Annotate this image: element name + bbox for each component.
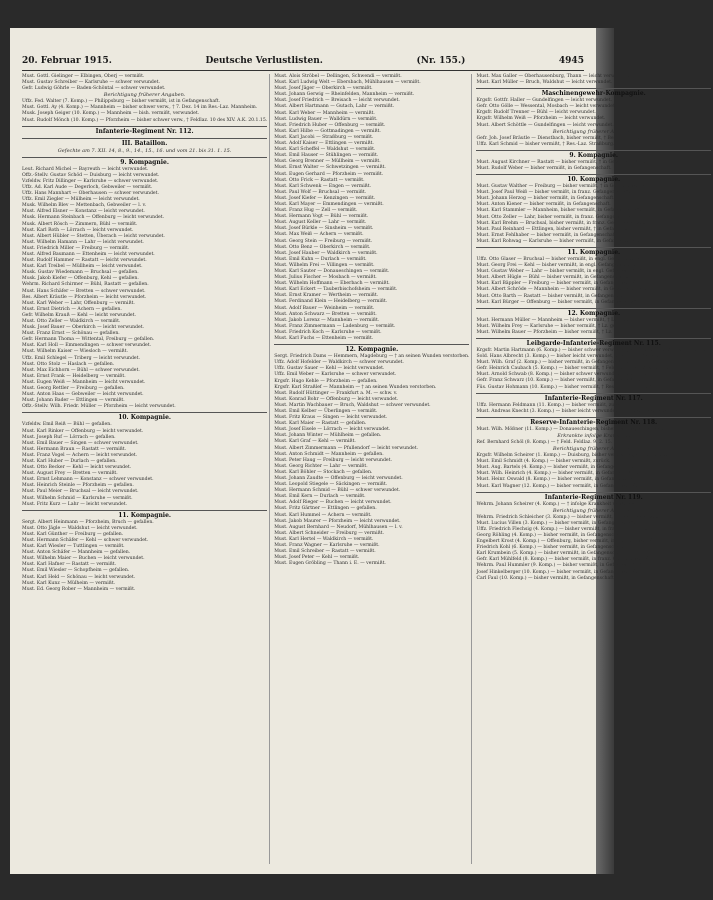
casualty-entry: Must. Franz Ernst — Schönau — gefallen. xyxy=(22,331,120,337)
casualty-entry: Must. Karl Sauter — Donaueschingen — vermißt. xyxy=(274,269,390,274)
casualty-entry: Carl Faul (10. Komp.) — bisher vermißt, in Gefangenschaft. xyxy=(476,575,616,581)
casualty-entry: Musk. Joseph Geiger (10. Komp.) — Mannheim — bish. vermißt, verwundet. xyxy=(22,111,200,117)
casualty-entry: Wehrm. Friedrich Schleicher (3. Komp.) — bisher vermißt, in Gefangenschaft. xyxy=(476,514,659,520)
casualty-entry: Must. Anton Kiener — bisher vermißt, in Gefangenschaft. xyxy=(476,202,611,208)
casualty-entry: Must. Wilhelm Bauer — Pforzheim — bisher vermißt, † Lz. gef. xyxy=(476,329,623,335)
casualty-entry: Must. Emil Kern — Durlach — vermißt. xyxy=(274,494,366,500)
casualty-entry: Must. Heinr. Oswald (8. Komp.) — bisher vermißt, in Gefangenschaft. xyxy=(476,477,639,483)
casualty-entry: Krgsfr. Wilhelm Scheirer (1. Komp.) — Duisburg, bisher verwundet, in Gefangenschaft. xyxy=(476,453,680,459)
casualty-entry: Must. August Frey — Bretten — vermißt. xyxy=(22,471,118,477)
casualty-entry: Must. Karl Mayer — Emmendingen — vermißt. xyxy=(274,201,384,207)
casualty-entry: Must. Anton Haas — Gebweiler — leicht verwundet. xyxy=(22,392,144,398)
casualty-entry: Must. Georg Rettler — Freiburg — gefallen. xyxy=(22,386,125,392)
casualty-entry: Musk. Hermann Steinbach — Offenburg — leicht verwundet. xyxy=(22,215,165,221)
casualty-entry: Must. Franz Wagner — Karlsruhe — vermißt. xyxy=(274,543,380,549)
casualty-entry: Must. Friedrich Huber — Offenburg — vermißt. xyxy=(274,122,386,128)
casualty-entry: Wehrm. Paul Hummler (9. Komp.) — bisher vermißt, in Gefangenschaft. xyxy=(476,563,644,569)
casualty-entry: Must. Paul Reinhard — Ettlingen, bisher vermißt, † in Gefangenschaft. xyxy=(476,226,642,232)
subheading: Gefechte am 7. XII. 14, 8., 9., 14., 15., 16. und vom 21. bis 31. 1. 15. xyxy=(57,147,232,154)
casualty-entry: Must. Karl Fuchs — Ettenheim — vermißt. xyxy=(274,336,374,342)
casualty-entry: Must. Karl Hilbe — Gottmadingen — vermißt. xyxy=(274,128,381,134)
casualty-entry: Must. Georg Frei — Kehl — bisher vermißt, in engl. Gefangenschaft. xyxy=(476,263,637,269)
casualty-entry: Must. Karl Hafner — Rastatt — vermißt. xyxy=(22,562,117,568)
casualty-entry: Must. Karl Maier — Rastatt — gefallen. xyxy=(274,421,367,427)
casualty-entry: Must. Karl Eckert — Tauberbischofsheim — vermißt. xyxy=(274,287,398,293)
casualty-entry: Must. Martin Wachbauer — Bruch, Waldshut — schwer verwundet. xyxy=(274,402,431,408)
casualty-entry: Must. Josef Friedrich — Breisach — leicht verwundet. xyxy=(274,98,400,104)
casualty-entry: Musk. Wilhelm Blev — Mettenbach, Gebweiler — l. v. xyxy=(22,203,147,209)
section-heading: Maschinengewehr-Kompagnie. xyxy=(476,88,711,98)
subheading: Berichtigung früherer Angaben. xyxy=(552,507,635,514)
casualty-entry: Must. Karl Stammler — Mannheim, bisher vermißt, in Gefangenschaft. xyxy=(476,208,642,214)
casualty-entry: Wehrm. Johann Scheirer (4. Komp.) — † infolge Krankheit verstorben. xyxy=(476,501,640,507)
casualty-entry: Must. Ed. Georg Rober — Mannheim — vermißt. xyxy=(22,586,136,592)
casualty-entry: Must. Josef Jäger — Oberkirch — vermißt. xyxy=(274,86,373,92)
subheading: Berichtigung früherer Angaben. xyxy=(552,446,635,453)
casualty-entry: Offz.-Stellv. Gustav Schöd — Duisburg — leicht verwundet. xyxy=(22,172,160,178)
casualty-entry: Must. Johann Herzog — bisher vermißt, in Gefangenschaft. xyxy=(476,196,615,202)
casualty-entry: Musk. Josef Bauer — Oberkirch — leicht verwundet. xyxy=(22,325,145,331)
casualty-entry: Füs. Gustav Hohmann (10. Komp.) — bisher vermißt, † Res.-Laz. 10. 11. 14. xyxy=(476,384,653,390)
casualty-entry: Must. Rudolf Hüttinger — Frankfurt a. M. — schw. v. xyxy=(274,390,398,396)
casualty-entry: Must. Eugen Weiß — Mannheim — leicht verwundet. xyxy=(22,379,146,385)
casualty-entry: Must. Wilhelm Frey — Karlsruhe — bisher vermißt, † Lz. gef. xyxy=(476,323,619,329)
casualty-entry: Must. Karl Rohwag — Karlsruhe — bisher vermißt, in Gefangenschaft. xyxy=(476,238,641,244)
casualty-entry: Must. Karl Weber — Mannheim — vermißt. xyxy=(274,110,375,116)
casualty-entry: Must. Hermann Müller — Mannheim — bisher vermißt, † Lz. gef. xyxy=(476,317,629,323)
casualty-entry: Must. Franz Zimmermann — Ladenburg — vermißt. xyxy=(274,323,396,329)
casualty-entry: Must. Anton Schmidt — Mannheim — gefallen. xyxy=(274,451,384,457)
casualty-entry: Must. Otto Frick — Rastatt — vermißt. xyxy=(274,177,365,183)
casualty-entry: Must. Georg Richter — Lahr — vermißt. xyxy=(274,463,368,469)
casualty-entry: Offz.-Stellv. Wilh. Friedr. Müller — Pforzheim — leicht verwundet. xyxy=(22,404,176,410)
casualty-entry: Sergt. Friedrich Dams — Hemmern, Magdeburg — † an seinen Wunden verstorben. xyxy=(274,354,470,360)
casualty-entry: Must. Johann Gerwig — Rheinfelden, Mannheim — vermißt. xyxy=(274,92,415,98)
casualty-entry: Must. Julius Fischer — Mosbach — vermißt. xyxy=(274,275,377,281)
casualty-entry: Must. Franz Vogel — Achern — leicht verwundet. xyxy=(22,452,138,458)
casualty-entry: Must. Ludwig Bauer — Walldürn — vermißt. xyxy=(274,116,378,122)
section-heading: 12. Kompagnie. xyxy=(274,344,469,354)
casualty-entry: Must. Gottl. Ay (4. Komp.) — Mannheim — bisher schwer verw., † 7. Dez. 14 im Res.-Laz. Mannheim. xyxy=(22,105,258,111)
casualty-entry: Must. Otto Stolz — Haslach — gefallen. xyxy=(22,361,115,367)
section-heading: Infanterie-Regiment Nr. 112. xyxy=(22,126,267,136)
casualty-entry: Gefr. Ludwig Göhrle — Baden-Schöntal — schwer verwundet. xyxy=(22,86,166,92)
casualty-entry: Must. Otto Barth — Rastatt — bisher vermißt, in Gefangenschaft. xyxy=(476,293,630,299)
casualty-entry: Must. August Keller — Lahr — vermißt. xyxy=(274,220,367,226)
subheading: Berichtigung früherer Angaben. xyxy=(552,128,635,135)
casualty-entry: Must. Hermann Schmid — Bühl — schwer verwundet. xyxy=(274,488,401,494)
casualty-entry: Musk. Albert Rösch — Zimmern, Bühl — vermißt. xyxy=(22,221,138,227)
casualty-entry: Must. Karl Weber — Lahr, Offenburg — vermißt. xyxy=(22,300,135,306)
casualty-entry: Must. Fritz Kurz — Lahr — leicht verwundet. xyxy=(22,501,128,507)
casualty-entry: Must. Johann Bader — Ettlingen — vermißt. xyxy=(22,398,125,404)
casualty-entry: Must. Eugen Gerhard — Pforzheim — vermißt. xyxy=(274,171,384,177)
section-heading: Reserve-Infanterie-Regiment Nr. 118. xyxy=(476,417,711,427)
casualty-entry: Must. Karl Brehm — Bruchsal, bisher vermißt, in franz. Gefangenschaft. xyxy=(476,220,646,226)
casualty-entry: Uffz. Hermann Feldmann (11. Komp.) — bisher vermißt, zurück. xyxy=(476,402,627,408)
casualty-entry: Leut. Richard Michel — Bayreuth — leicht verwundet. xyxy=(22,166,149,172)
casualty-entry: Must. Rudolf Weber — bisher vermißt, in Gefangenschaft. xyxy=(476,165,612,171)
casualty-entry: Must. Joseph Ruf — Lörrach — gefallen. xyxy=(22,434,116,440)
casualty-entry: Must. Gottl. Gielinger — Elbingen, Oberj — vermißt. xyxy=(22,74,145,79)
casualty-entry: Must. Josef Peter — Kehl — vermißt. xyxy=(274,555,360,561)
casualty-entry: Must. Wilhelm Schmid — Karlsruhe — vermißt. xyxy=(22,495,133,501)
casualty-entry: Must. Arnold Schwab (8. Komp.) — bisher schwer verwundet, gestorben. xyxy=(476,372,647,378)
casualty-entry: Must. Karl Böhler — Stockach — gefallen. xyxy=(274,469,373,475)
casualty-entry: Must. Karl Treibel — Müllheim — leicht verwundet. xyxy=(22,264,143,270)
casualty-entry: Must. Lucius Villen (3. Komp.) — bisher vermißt, in Gefangenschaft. xyxy=(476,520,636,526)
casualty-entry: Gefr. Joh. Josef Bräutle — Dienstbach, bisher vermißt, † Berlau 12. 12. 14. xyxy=(476,135,650,141)
casualty-entry: Josef Hinkelberger (10. Komp.) — bisher vermißt, in Gefangenschaft. xyxy=(476,569,638,575)
casualty-entry: Must. Jakob Lorenz — Mannheim — vermißt. xyxy=(274,317,380,323)
casualty-entry: Must. Fritz Kraus — Singen — leicht verwundet. xyxy=(274,415,388,421)
casualty-entry: Must. Ernst Frank — Heidelberg — vermißt. xyxy=(22,373,126,379)
casualty-entry: Must. Alfred Elsner — Konstanz — leicht verwundet. xyxy=(22,209,145,215)
casualty-entry: Must. Wilhelm Kaiser — Wiesloch — vermißt. xyxy=(22,349,128,355)
casualty-entry: Must. Wilhelm Hoffmann — Eberbach — vermißt. xyxy=(274,281,390,287)
header-divider xyxy=(22,70,584,71)
casualty-entry: Gefr. Wilhelm Krauß — Kehl — leicht verwundet. xyxy=(22,312,136,318)
casualty-entry: Must. Wilhelm Maier — Buchen — leicht verwundet. xyxy=(22,556,145,562)
casualty-entry: Must. Adolf Bauer — Weinheim — vermißt. xyxy=(274,305,375,311)
header-page-number: 4945 xyxy=(558,56,584,66)
page-header xyxy=(22,54,584,68)
casualty-entry: Uffz. Adolf Hofelder — Waldkirch — schwer verwundet. xyxy=(274,360,404,366)
casualty-entry: Must. Max Galler — Oberhausenburg, Thann — leicht verwundet. xyxy=(476,74,630,79)
casualty-entry: Gefr. Karl Mühlfeld (8. Komp.) — bisher vermißt, in franz. Gefangenschaft. xyxy=(476,557,651,563)
casualty-entry: Must. Johann Winter — Mühlheim — gefallen. xyxy=(274,433,382,439)
casualty-entry: Must. Hermann Braun — Rastatt — vermißt. xyxy=(22,446,127,452)
casualty-entry: Must. Johann Zaudte — Offenburg — leicht verwundet. xyxy=(274,476,403,481)
casualty-entry: Must. Emil Schreiber — Rastatt — vermißt. xyxy=(274,549,376,555)
casualty-entry: Krgsfr. Rudolf Trenner — Bühl — leicht verwundet. xyxy=(476,110,596,116)
casualty-entry: Must. Josef Bürkle — Sinsheim — vermißt. xyxy=(274,226,374,232)
casualty-entry: Must. Konrad Bohr — Offenburg — leicht verwundet. xyxy=(274,396,399,402)
casualty-entry: Must. Wilhelm Hamann — Lahr — leicht verwundet. xyxy=(22,239,144,245)
casualty-entry: Krgsfr. Gottfr. Haller — Gundelfingen — leicht verwundet. xyxy=(476,98,612,104)
casualty-entry: Must. Wilh. Heinrich (4. Komp.) — bisher vermißt, in Gefangenschaft. xyxy=(476,471,640,477)
casualty-entry: Must. Adolf Rieger — Buchen — leicht verwundet. xyxy=(274,500,392,506)
casualty-entry: Must. Otto Jägle — Waldshut — leicht verwundet. xyxy=(22,525,138,531)
casualty-entry: Must. Josef Kiefer — Kenzingen — vermißt. xyxy=(274,195,376,201)
section-heading: 9. Kompagnie. xyxy=(476,150,711,160)
casualty-entry: Vzfeldw. Emil Reiß — Bühl — gefallen. xyxy=(22,422,112,428)
casualty-entry: Must. Paul Wolf — Bruchsal — vermißt. xyxy=(274,189,367,195)
casualty-entry: Must. Karl Scheffel — Waldshut — vermißt. xyxy=(274,147,376,153)
casualty-entry: Must. Anton Schwarz — Bretten — vermißt. xyxy=(274,311,377,317)
casualty-entry: Must. Georg Brenner — Müllheim — vermißt. xyxy=(274,159,381,165)
column-2 xyxy=(274,74,472,864)
casualty-entry: Must. Karl Jacobi — Straßburg — vermißt. xyxy=(274,134,374,140)
section-heading: Infanterie-Regiment Nr. 117. xyxy=(476,393,711,403)
casualty-entry: Must. Josef Eisele — Lörrach — leicht verwundet. xyxy=(274,427,391,433)
columns-container xyxy=(22,74,711,864)
casualty-entry: Uffz. Ad. Karl Aude — Degerloch, Gebweiler — vermißt. xyxy=(22,184,153,190)
section-heading: 10. Kompagnie. xyxy=(476,174,711,184)
column-1 xyxy=(22,74,270,864)
casualty-entry: Must. Albert Zimmermann — Pfullendorf — leicht verwundet. xyxy=(274,445,419,451)
casualty-entry: Uffz. Emil Schlegel — Triberg — leicht verwundet. xyxy=(22,355,140,361)
casualty-entry: Must. Paul Meier — Bruchsal — leicht verwundet. xyxy=(22,489,139,495)
casualty-entry: Gefr. Franz Schwarz (10. Komp.) — bisher vermißt, in Gefangenschaft. xyxy=(476,378,642,384)
casualty-entry: Must. Wilh. Graf (2. Komp.) — bisher vermißt, in Gefangenschaft. xyxy=(476,360,630,366)
casualty-entry: Krgsfr. Hugo Kehle — Pforzheim — gefallen. xyxy=(274,378,378,384)
casualty-entry: Georg Röhling (4. Komp.) — bisher vermißt, in Gefangenschaft. xyxy=(476,532,625,538)
casualty-entry: Must. Albert Hügle — Bühl — bisher vermißt, in Gefangenschaft. xyxy=(476,275,629,281)
casualty-entry: Must. Emil Hauser — Stühlingen — vermißt. xyxy=(274,153,379,159)
casualty-entry: Must. Karl Kunz — Mülheim — vermißt. xyxy=(22,580,116,586)
casualty-entry: Must. Karl Wiesler — Tuttlingen — vermißt. xyxy=(22,544,125,550)
header-date: 20. Februar 1915. xyxy=(22,56,112,66)
casualty-entry: Must. Alois Ströbel — Dellingen, Schwendi — vermißt. xyxy=(274,74,402,79)
casualty-entry: Must. Karl Roth — Lörrach — leicht verwundet. xyxy=(22,227,134,233)
casualty-entry: Must. Albert Schröde — Mannheim — bisher vermißt, in Gefangenschaft. xyxy=(476,287,648,293)
casualty-entry: Must. Ernst Walter — Schwetzingen — vermißt. xyxy=(274,165,386,171)
casualty-entry: Must. Ferdinand Klein — Heidelberg — vermißt. xyxy=(274,299,388,305)
casualty-entry: Must. Fritz Gärtner — Ettlingen — gefallen. xyxy=(274,506,377,512)
casualty-entry: Must. Peter Haug — Freiburg — leicht verwundet. xyxy=(274,457,392,463)
casualty-entry: Must. Ernst Lehmann — Konstanz — schwer verwundet. xyxy=(22,477,154,483)
casualty-entry: Must. Aug. Bartels (4. Komp.) — bisher vermißt, in Gefangenschaft. xyxy=(476,465,635,471)
casualty-entry: Must. Heinrich Steinle — Pforzheim — gefallen. xyxy=(22,483,134,489)
casualty-entry: Must. Wilh. Mößner (11. Komp.) — Donaueschingen, bisher vermißt, verwundet. xyxy=(476,426,665,432)
casualty-entry: Krgsfr. Martin Hartmann (6. Komp.) — bisher schwer verwundet, † Feldlaz. 8 des XIV. A.K. 30. 1. 15. xyxy=(476,348,711,353)
casualty-entry: Must. Georg Stein — Freiburg — vermißt. xyxy=(274,238,373,244)
casualty-entry: Must. Emil Kelber — Überlingen — vermißt. xyxy=(274,408,378,414)
casualty-entry: Gefr. Heinrich Caubach (5. Komp.) — bisher vermißt, † Feldlaz. 10 des XIV. A.K. 3. 1. 15. xyxy=(476,366,683,372)
casualty-entry: Must. Karl Held — Schönau — leicht verwundet. xyxy=(22,574,136,580)
casualty-entry: Must. Gustav Weber — Lahr — bisher vermißt, in engl. Gefangenschaft. xyxy=(476,269,644,275)
casualty-entry: Must. Gustav Schreiber — Karlsruhe — schwer verwundet. xyxy=(22,80,160,86)
casualty-entry: Must. Josef Hauber — Waldkirch — vermißt. xyxy=(274,250,378,256)
casualty-entry: Must. Anton Schäfer — Mannheim — gefallen. xyxy=(22,550,131,556)
casualty-entry: Must. August Bernhard — Neudorf, Mühlhausen — l. v. xyxy=(274,524,403,530)
casualty-entry: Must. Rudolf Mönch (10. Komp.) — Pforzheim — bisher schwer verw., † Feldlaz. 10 des XIV. A.K. 20.1.15. xyxy=(22,117,268,123)
subheading: Erkrankte infolge Krankheit. xyxy=(557,432,631,439)
casualty-entry: Must. Emil Wiesler — Schopfheim — gefallen. xyxy=(22,568,130,574)
casualty-entry: Must. Max Weiß — Achern — vermißt. xyxy=(274,232,364,238)
casualty-entry: Must. Karl Rinker — Offenburg — leicht verwundet. xyxy=(22,428,144,434)
casualty-entry: Must. Albert Hübler — Stetten, Überach — leicht verwundet. xyxy=(22,233,165,239)
casualty-entry: Must. Gustav Walther — Freiburg — bisher vermißt, † in Gefangenschaft. xyxy=(476,184,648,190)
casualty-entry: Must. Friedrich Miller — Freiburg — vermißt. xyxy=(22,245,130,251)
casualty-entry: Gefr. Hermann Thoma — Wittental, Freiburg — gefallen. xyxy=(22,337,155,343)
casualty-entry: Uffz. Karl Schmid — bisher vermißt, † Res.-Laz. Straßburg. xyxy=(476,141,615,147)
casualty-entry: Must. Andreas Knecht (3. Komp.) — bisher leicht verwundet, † an Krankheit verstorben. xyxy=(476,408,683,414)
casualty-entry: Uffz. Friedrich Flechsig (4. Komp.) — bisher vermißt, in franz. Gefangenschaft. xyxy=(476,526,662,532)
subheading: Berichtigung früherer Angaben. xyxy=(103,92,186,99)
section-heading: 12. Kompagnie. xyxy=(476,308,711,318)
casualty-entry: Krgsfr. Wilhelm Weiß — Pforzheim — leicht verwundet. xyxy=(476,116,606,122)
casualty-entry: Must. Karl Schwenk — Engen — vermißt. xyxy=(274,183,372,189)
casualty-entry: Must. Emil Schmidt (4. Komp.) — bisher vermißt, zurück. xyxy=(476,459,611,465)
casualty-entry: Engelbert Krost (4. Komp.) — Offenburg, bisher vermißt, in Gefangenschaft. xyxy=(476,539,655,545)
casualty-entry: Must. Max Eichhorn — Bühl — schwer verwundet. xyxy=(22,367,140,373)
casualty-entry: Must. Otto Zeller — Waldkirch — vermißt. xyxy=(22,319,121,324)
casualty-entry: Must. Ernst Kramer — Wertheim — vermißt. xyxy=(274,293,379,299)
casualty-entry: Uffz. Emil Ziegler — Mülheim — leicht verwundet. xyxy=(22,197,140,203)
casualty-entry: Must. Jakob Maurer — Pforzheim — leicht verwundet. xyxy=(274,518,401,524)
casualty-entry: Sergt. Albert Heinmann — Pforzheim, Bruch — gefallen. xyxy=(22,519,154,525)
section-heading: Leibgarde-Infanterie-Regiment Nr. 115. xyxy=(476,338,711,348)
casualty-entry: Must. Karl Wagner (12. Komp.) — bisher vermißt, in Gefangenschaft. xyxy=(476,483,638,489)
casualty-entry: Must. Emil Bauer — Singen — schwer verwundet. xyxy=(22,440,139,446)
casualty-entry: Must. Karl Ludwig Welt — Ebersbach, Mühlhausen — vermißt. xyxy=(274,80,421,86)
casualty-entry: Krgsfr. Karl Straßlef — Mannheim — † an seinen Wunden verstorben. xyxy=(274,384,437,390)
casualty-entry: Friedrich Kohl (6. Komp.) — bisher vermißt, in Gefangenschaft. xyxy=(476,545,625,551)
casualty-entry: Must. Leopold Stiegele — Säckingen — vermißt. xyxy=(274,482,388,488)
casualty-entry: Uffz. Otto Glaser — Bruchsal — bisher vermißt, in engl. Gefangenschaft. xyxy=(476,256,646,262)
casualty-entry: Must. Hans Schäfer — Bretten — schwer verwundet. xyxy=(22,288,146,294)
casualty-entry: Uffz. Hans Mannhart — Oberhausen — schwer verwundet. xyxy=(22,191,159,197)
column-3 xyxy=(476,74,713,864)
casualty-entry: Must. Otto Becker — Kehl — leicht verwundet. xyxy=(22,465,132,471)
section-heading: Infanterie-Regiment Nr. 119. xyxy=(476,492,711,502)
casualty-entry: Wehrm. Richard Schirmer — Bühl, Rastatt — gefallen. xyxy=(22,282,149,288)
casualty-entry: Must. Adolf Kaiser — Ettlingen — vermißt. xyxy=(274,141,374,147)
header-title: Deutsche Verlustlisten. xyxy=(205,56,323,66)
casualty-entry: Must. Albert Hartmann — Gutach, Lahr — vermißt. xyxy=(274,104,395,110)
casualty-entry: Must. Hermann Schäfer — Kehl — schwer verwundet. xyxy=(22,538,149,543)
casualty-entry: Must. Ernst Fehlhaber — bisher vermißt, in Gefangenschaft. xyxy=(476,232,618,238)
casualty-entry: Must. Rudolf Hammer — Rastatt — leicht verwundet. xyxy=(22,258,147,264)
casualty-entry: Uffz. Gustav Sauer — Kehl — leicht verwundet. xyxy=(274,366,385,372)
casualty-entry: Musk. Jakob Kiefer — Offenburg, Kehl — gefallen. xyxy=(22,276,139,282)
section-heading: III. Bataillon. xyxy=(22,138,267,148)
casualty-entry: Must. Alfred Baumann — Ettenheim — leicht verwundet. xyxy=(22,251,155,257)
casualty-entry: Must. Otto Benz — Oberkirch — vermißt. xyxy=(274,244,371,250)
casualty-entry: Must. Karl Graf — Kehl — vermißt. xyxy=(274,439,356,445)
casualty-entry: Must. August Kirchner — Rastatt — bisher vermißt, † in Gefangenschaft. xyxy=(476,159,647,165)
casualty-entry: Must. Friedrich Koch — Karlsruhe — vermißt. xyxy=(274,329,382,335)
casualty-entry: Must. Hermann Vogt — Bühl — vermißt. xyxy=(274,214,369,220)
casualty-entry: Musk. Gustav Wiedemann — Bruchsal — gefallen. xyxy=(22,270,139,276)
casualty-entry: Must. Karl Bürger — Offenburg — bisher vermißt, in Gefangenschaft. xyxy=(476,299,639,305)
casualty-entry: Must. Josef Paul Weiß — bisher vermißt, in franz. Gefangenschaft. xyxy=(476,190,631,196)
casualty-entry: Must. Ernst Dietrich — Achern — gefallen. xyxy=(22,306,122,312)
casualty-entry: Must. Eugen Gröbling — Thann i. E. — vermißt. xyxy=(274,561,386,567)
casualty-entry: Must. Otto Zeller — Lahr, bisher vermißt, in franz. Gefangenschaft. xyxy=(476,214,634,220)
casualty-entry: Ref. Bernhard Schöl (8. Komp.) — † Feld. Feldlaz. 9. 2. 15. xyxy=(476,439,613,445)
casualty-entry: Must. Karl Günther — Freiburg — gefallen. xyxy=(22,531,124,537)
section-heading: 11. Kompagnie. xyxy=(476,247,711,257)
casualty-entry: Uffz. Fed. Walter (7. Komp.) — Philippsburg — bisher vermißt, ist in Gefangenschaft. xyxy=(22,99,221,105)
casualty-entry: Must. Albert Schneider — Freiburg — vermißt. xyxy=(274,530,384,536)
casualty-entry: Must. Karl Müller — Bruch, Waldshut — leicht verwundet. xyxy=(476,80,613,86)
casualty-entry: Res. Albert Kräutle — Pforzheim — leicht verwundet. xyxy=(22,294,147,300)
casualty-entry: Must. Karl Hummel — Achern — vermißt. xyxy=(274,512,372,518)
header-issue: (Nr. 155.) xyxy=(416,56,466,66)
section-heading: 10. Kompagnie. xyxy=(22,412,267,422)
casualty-entry: Must. Franz Hug — Zell — vermißt. xyxy=(274,208,358,214)
casualty-entry: Must. Wilhelm Frei — Villingen — vermißt. xyxy=(274,262,375,268)
section-heading: 11. Kompagnie. xyxy=(22,510,267,520)
casualty-entry: Sold. Hans Albrecht (3. Komp.) — bisher leicht verwundet, zurück zur Truppe. xyxy=(476,354,660,360)
casualty-entry: Must. Albert Schöttle — Gundelfingen — leicht verwundet. xyxy=(476,122,614,128)
casualty-entry: Vzfeldw. Fritz Dillinger — Karlsruhe — schwer verwundet. xyxy=(22,178,159,184)
casualty-entry: Must. Emil Kuhn — Durlach — vermißt. xyxy=(274,256,367,262)
casualty-entry: Gefr. Otto Gölle — Wessental, Mosbach — leicht verwundet. xyxy=(476,104,617,110)
casualty-entry: Must. Karl Bäppler — Freiburg — bisher vermißt, in Gefangenschaft. xyxy=(476,281,638,287)
casualty-entry: Must. Karl Hertel — Waldkirch — vermißt. xyxy=(274,536,374,542)
casualty-entry: Must. Karl Holl — Emmendingen — schwer verwundet. xyxy=(22,343,152,349)
casualty-entry: Must. Karl Huber — Durlach — gefallen. xyxy=(22,458,117,464)
casualty-entry: Uffz. Emil Weber — Karlsruhe — schwer verwundet. xyxy=(274,372,397,378)
section-heading: 9. Kompagnie. xyxy=(22,157,267,167)
casualty-entry: Karl Krumbein (5. Komp.) — bisher vermißt, in Gefangenschaft. xyxy=(476,551,626,557)
